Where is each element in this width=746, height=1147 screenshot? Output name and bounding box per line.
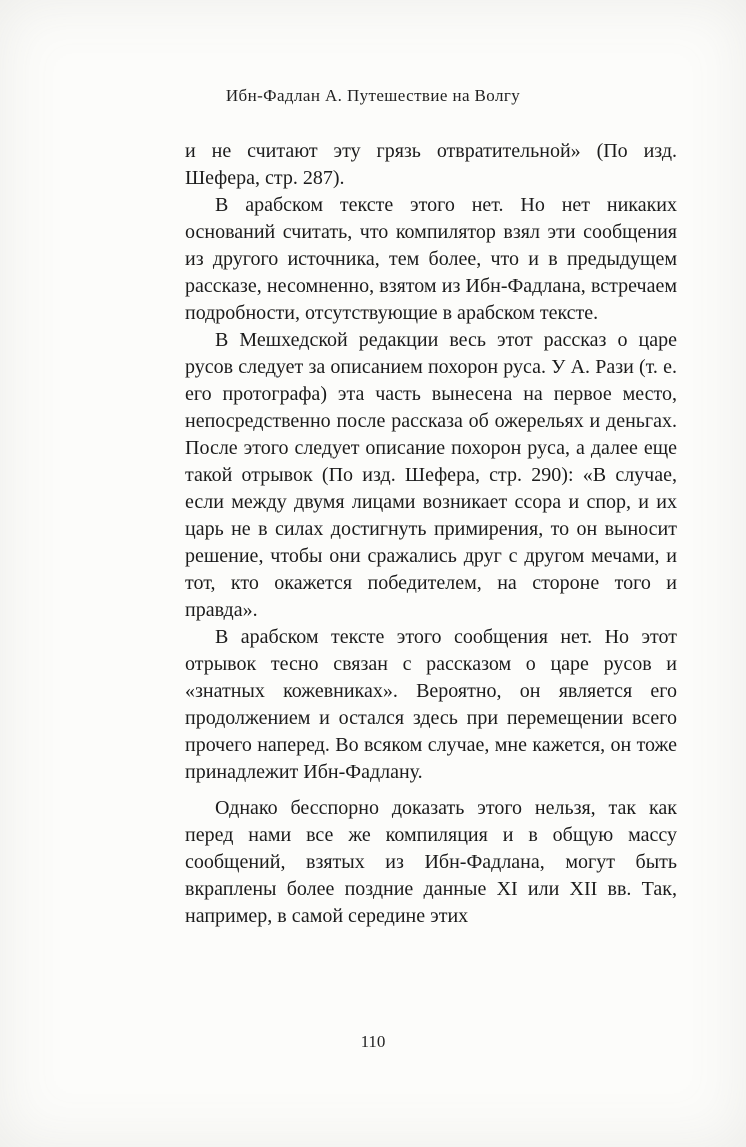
paragraph: В арабском тексте этого сообщения нет. Но этот отрывок тесно связан с рассказом о царе русов и «знатных кожевниках». Вероятно, он является его продолжением и остался здесь при перемещении всего прочего наперед. Во всяком случае, мне кажется, он тоже принадлежит Ибн-Фадлану.	[185, 626, 677, 783]
page-number: 110	[360, 1032, 386, 1051]
paragraph: В Мешхедской редакции весь этот рассказ о царе русов следует за описанием похорон руса. У А. Рази (т. е. его протографа) эта часть вынесена на первое место, непосредственно после рассказа об ожерельях и деньгах. После этого следует описание похорон руса, а далее еще такой отрывок (По изд. Шефера, стр. 290): «В случае, если между двумя лицами возникает ссора и спор, и их царь не в силах достигнуть примирения, то он выносит решение, чтобы они сражались друг с другом мечами, и тот, кто окажется победителем, на стороне того и правда».	[185, 329, 677, 621]
text-body	[185, 138, 677, 930]
running-header: Ибн-Фадлан А. Путешествие на Волгу	[225, 86, 521, 105]
paragraph: и не считают эту грязь отвратительной» (По изд. Шефера, стр. 287).	[185, 140, 677, 189]
paragraph: Однако бесспорно доказать этого нельзя, так как перед нами все же компиляция и в общую массу сообщений, взятых из Ибн-Фадлана, могут быть вкраплены более поздние данные XI или XII вв. Так, например, в самой середине этих	[185, 797, 677, 927]
paragraph: В арабском тексте этого нет. Но нет никаких оснований считать, что компилятор взял эти сообщения из другого источника, тем более, что и в предыдущем рассказе, несомненно, взятом из Ибн-Фадлана, встречаем подробности, отсутствующие в арабском тексте.	[185, 194, 677, 324]
